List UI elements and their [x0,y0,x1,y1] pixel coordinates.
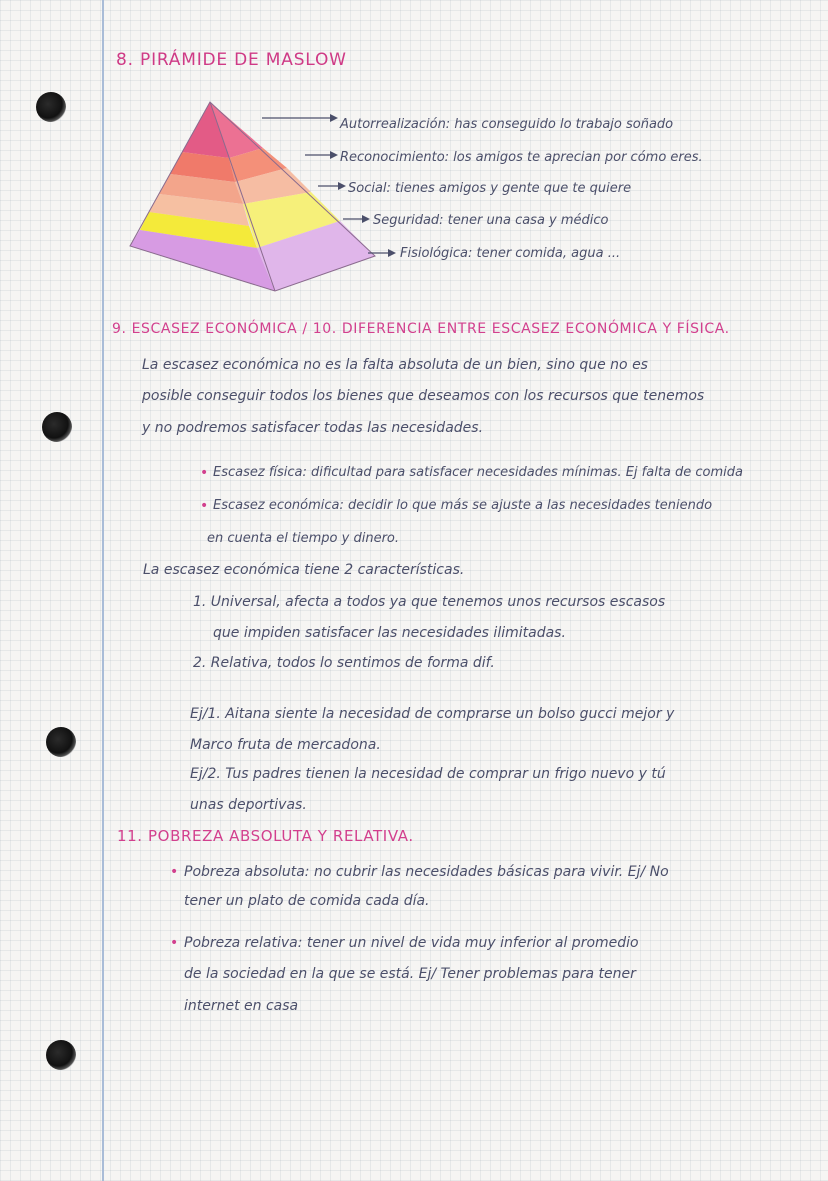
bullet-pobreza-relativa: Pobreza relativa: tener un nivel de vida muy inferior al promedio [184,935,639,951]
paragraph-line: La escasez económica no es la falta absoluta de un bien, sino que no es [142,357,648,373]
bullet-dot: • [170,864,179,880]
bullet-escasez-fisica: Escasez física: dificultad para satisfacer necesidades mínimas. Ej falta de comida [213,465,744,480]
example-1: Ej/1. Aitana siente la necesidad de comprarse un bolso gucci mejor y [190,706,675,722]
pyramid-label-fisiologica: Fisiológica: tener comida, agua ... [400,246,621,261]
bullet-pobreza-relativa-cont: internet en casa [184,998,299,1014]
example-1-cont: Marco fruta de mercadona. [190,737,381,753]
pyramid-label-social: Social: tienes amigos y gente que te quiere [348,181,632,196]
characteristic-universal-cont: que impiden satisfacer las necesidades ilimitadas. [213,625,566,641]
bullet-pobreza-absoluta: Pobreza absoluta: no cubrir las necesidades básicas para vivir. Ej/ No [184,864,669,880]
bullet-dot: • [200,498,209,514]
paragraph-line: posible conseguir todos los bienes que deseamos con los recursos que tenemos [142,388,705,404]
pyramid-label-autorrealizacion: Autorrealización: has conseguido lo trabajo soñado [340,117,674,132]
characteristic-relativa: 2. Relativa, todos lo sentimos de forma dif. [193,655,495,671]
section-8-heading: 8. PIRÁMIDE DE MASLOW [116,50,347,70]
section-9-heading: 9. ESCASEZ ECONÓMICA / 10. DIFERENCIA ENTRE ESCASEZ ECONÓMICA Y FÍSICA. [112,321,730,337]
characteristics-intro: La escasez económica tiene 2 características. [143,562,465,578]
bullet-dot: • [200,465,209,481]
example-2: Ej/2. Tus padres tienen la necesidad de comprar un frigo nuevo y tú [190,766,666,782]
pyramid-label-seguridad: Seguridad: tener una casa y médico [373,213,609,228]
example-2-cont: unas deportivas. [190,797,307,813]
bullet-escasez-economica-cont: en cuenta el tiempo y dinero. [207,531,399,546]
binder-hole [46,1040,76,1070]
pyramid-label-reconocimiento: Reconocimiento: los amigos te aprecian por cómo eres. [340,150,703,165]
bullet-escasez-economica: Escasez económica: decidir lo que más se ajuste a las necesidades teniendo [213,498,713,513]
binder-hole [42,412,72,442]
bullet-pobreza-absoluta-cont: tener un plato de comida cada día. [184,893,430,909]
bullet-pobreza-relativa-cont: de la sociedad en la que se está. Ej/ Tener problemas para tener [184,966,636,982]
binder-hole [46,727,76,757]
paragraph-line: y no podremos satisfacer todas las necesidades. [142,420,484,436]
section-11-heading: 11. POBREZA ABSOLUTA Y RELATIVA. [117,827,414,845]
bullet-dot: • [170,935,179,951]
characteristic-universal: 1. Universal, afecta a todos ya que tenemos unos recursos escasos [193,594,666,610]
